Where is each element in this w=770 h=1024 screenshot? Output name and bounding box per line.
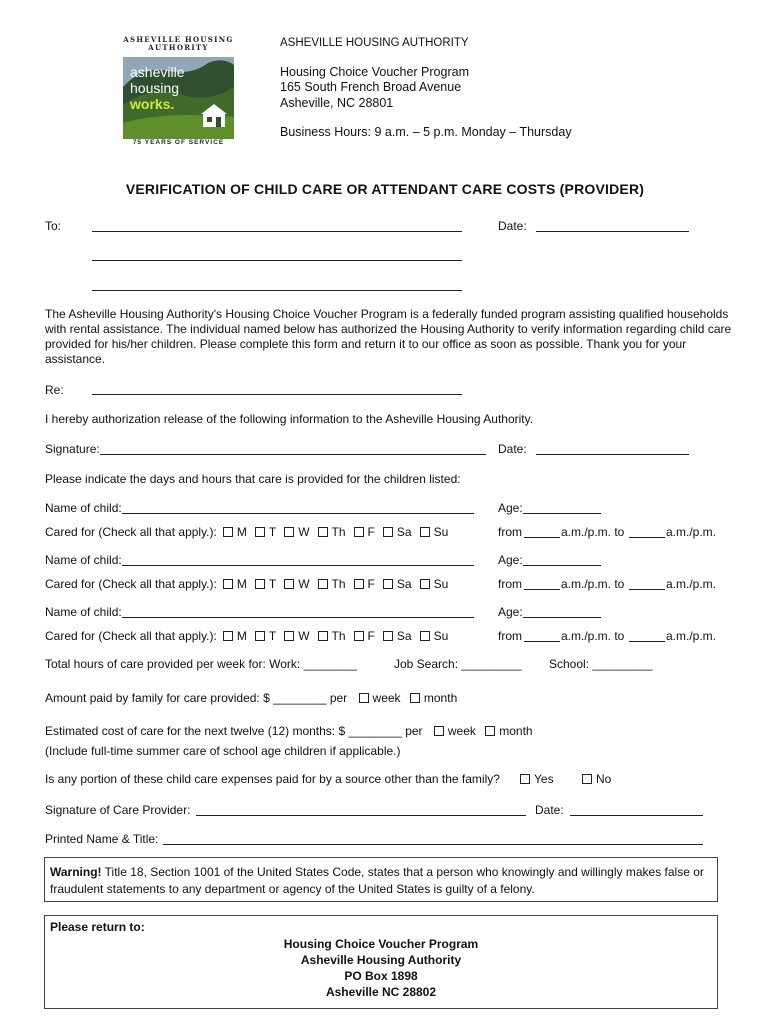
child-1-day-5-checkbox[interactable]	[383, 527, 393, 537]
child-2-name-label: Name of child:	[45, 553, 122, 567]
child-3-ampm: a.m./p.m.	[666, 629, 717, 643]
no-checkbox[interactable]	[582, 774, 592, 784]
warning-heading: Warning!	[50, 865, 102, 879]
child-3-day-4-checkbox[interactable]	[354, 631, 364, 641]
estimated-cost-row	[45, 724, 533, 738]
child-1-from-label: from	[498, 525, 522, 539]
day-label: Su	[433, 629, 449, 643]
day-label: Th	[331, 577, 346, 591]
child-2-day-3-checkbox[interactable]	[318, 579, 328, 589]
signature-date-label: Date:	[498, 442, 527, 456]
address-line1: 165 South French Broad Avenue	[280, 80, 462, 94]
date-label-top: Date:	[498, 219, 527, 233]
day-label: F	[367, 577, 375, 591]
child-1-day-3-checkbox[interactable]	[318, 527, 328, 537]
day-label: W	[298, 629, 310, 643]
logo-word-asheville: asheville	[130, 64, 185, 80]
asheville-housing-logo	[123, 33, 234, 150]
logo-word-housing: housing	[130, 80, 180, 96]
return-line3: PO Box 1898	[344, 969, 418, 983]
other-source-yes	[520, 772, 554, 786]
cared-for-label: Cared for (Check all that apply.):	[45, 629, 217, 643]
child-3-day-5-checkbox[interactable]	[383, 631, 393, 641]
cared-for-label: Cared for (Check all that apply.):	[45, 577, 217, 591]
logo-word-works: works.	[130, 96, 175, 112]
day-label: F	[367, 629, 375, 643]
to-line-2[interactable]	[92, 260, 462, 261]
child-3-age-line[interactable]	[523, 617, 601, 618]
day-label: Sa	[396, 525, 412, 539]
day-label: Th	[331, 629, 346, 643]
child-2-to-line[interactable]	[629, 589, 665, 590]
no-label: No	[596, 772, 612, 786]
org-name: ASHEVILLE HOUSING AUTHORITY	[280, 37, 469, 49]
amount-month-checkbox[interactable]	[410, 693, 420, 703]
child-2-ampm-to: a.m./p.m. to	[561, 577, 625, 591]
days-instruction: Please indicate the days and hours that care is provided for the children listed:	[45, 472, 461, 486]
re-line[interactable]	[92, 394, 462, 395]
day-label: W	[298, 525, 310, 539]
address-line2: Asheville, NC 28801	[280, 96, 394, 110]
child-1-ampm: a.m./p.m.	[666, 525, 717, 539]
child-2-ampm: a.m./p.m.	[666, 577, 717, 591]
total-hours-school: School: _________	[549, 657, 653, 671]
return-box	[44, 915, 718, 1009]
child-3-day-3-checkbox[interactable]	[318, 631, 328, 641]
child-2-cared-for-row	[45, 577, 448, 591]
to-line-3[interactable]	[92, 290, 462, 291]
child-1-ampm-to: a.m./p.m. to	[561, 525, 625, 539]
day-label: Su	[433, 577, 449, 591]
child-1-name-line[interactable]	[122, 513, 474, 514]
business-hours: Business Hours: 9 a.m. – 5 p.m. Monday – Thursday	[280, 125, 572, 139]
child-3-to-line[interactable]	[629, 641, 665, 642]
child-3-age-label: Age:	[498, 605, 523, 619]
child-3-name-label: Name of child:	[45, 605, 122, 619]
date-line-top[interactable]	[536, 231, 689, 232]
child-1-name-label: Name of child:	[45, 501, 122, 515]
child-1-age-label: Age:	[498, 501, 523, 515]
yes-label: Yes	[534, 772, 554, 786]
to-label: To:	[45, 219, 62, 233]
day-label: W	[298, 577, 310, 591]
child-3-cared-for-row	[45, 629, 448, 643]
logo-tagline: 75 YEARS OF SERVICE	[132, 139, 225, 146]
child-1-age-line[interactable]	[523, 513, 601, 514]
child-3-day-2-checkbox[interactable]	[284, 631, 294, 641]
child-2-day-4-checkbox[interactable]	[354, 579, 364, 589]
day-label: M	[236, 629, 247, 643]
child-3-from-line[interactable]	[524, 641, 560, 642]
day-label: T	[268, 629, 277, 643]
day-label: T	[268, 577, 277, 591]
child-3-day-1-checkbox[interactable]	[255, 631, 265, 641]
form-title: VERIFICATION OF CHILD CARE OR ATTENDANT CARE COSTS (PROVIDER)	[125, 181, 645, 197]
child-3-day-6-checkbox[interactable]	[420, 631, 430, 641]
signature-line[interactable]	[100, 454, 486, 455]
cared-for-label: Cared for (Check all that apply.):	[45, 525, 217, 539]
amount-paid-row	[45, 691, 457, 705]
return-line2: Asheville Housing Authority	[300, 953, 462, 967]
estimated-week-label: week	[447, 724, 476, 738]
return-label: Please return to:	[50, 920, 145, 934]
estimated-week-checkbox[interactable]	[434, 726, 444, 736]
signature-date-line[interactable]	[536, 454, 689, 455]
provider-signature-line[interactable]	[196, 815, 526, 816]
child-1-cared-for-row	[45, 525, 448, 539]
logo-top-text	[123, 33, 234, 58]
program-name: Housing Choice Voucher Program	[280, 65, 469, 79]
intro-paragraph: The Asheville Housing Authority's Housing Choice Voucher Program is a federally funded program assisting qualified households with rental assistance. The individual named below has authorized the Housing Authority to verify information regarding child care provided for his/her children. Please complete this form and return it to our office as soon as possible. Thank you for your assistance.	[45, 307, 732, 366]
day-label: T	[268, 525, 277, 539]
child-1-day-6-checkbox[interactable]	[420, 527, 430, 537]
child-2-name-line[interactable]	[122, 565, 474, 566]
day-label: M	[236, 577, 247, 591]
total-hours-work: Total hours of care provided per week for: Work: ________	[45, 657, 357, 671]
child-3-ampm-to: a.m./p.m. to	[561, 629, 625, 643]
yes-checkbox[interactable]	[520, 774, 530, 784]
return-line4: Asheville NC 28802	[325, 985, 437, 999]
day-label: F	[367, 525, 375, 539]
amount-week-checkbox[interactable]	[359, 693, 369, 703]
child-2-from-label: from	[498, 577, 522, 591]
logo-top-line2: AUTHORITY	[148, 43, 209, 52]
child-2-age-line[interactable]	[523, 565, 601, 566]
logo-mountain-art	[123, 57, 234, 139]
signature-label: Signature:	[45, 442, 100, 456]
to-line-1[interactable]	[92, 231, 462, 232]
child-2-day-6-checkbox[interactable]	[420, 579, 430, 589]
amount-paid-label: Amount paid by family for care provided: $ ________ per	[45, 691, 348, 705]
day-label: Su	[433, 525, 449, 539]
child-2-day-1-checkbox[interactable]	[255, 579, 265, 589]
child-1-from-line[interactable]	[524, 537, 560, 538]
provider-signature-label: Signature of Care Provider:	[45, 803, 191, 817]
child-2-day-2-checkbox[interactable]	[284, 579, 294, 589]
printed-name-line[interactable]	[163, 844, 703, 845]
child-1-day-2-checkbox[interactable]	[284, 527, 294, 537]
other-source-question: Is any portion of these child care expenses paid for by a source other than the family?	[45, 772, 500, 786]
return-line1: Housing Choice Voucher Program	[283, 937, 479, 951]
child-2-from-line[interactable]	[524, 589, 560, 590]
provider-date-label: Date:	[535, 803, 564, 817]
child-2-day-0-checkbox[interactable]	[223, 579, 233, 589]
day-label: Th	[331, 525, 346, 539]
child-1-day-0-checkbox[interactable]	[223, 527, 233, 537]
child-1-day-4-checkbox[interactable]	[354, 527, 364, 537]
estimated-cost-label: Estimated cost of care for the next twelve (12) months: $ ________ per	[45, 724, 423, 738]
warning-body: Title 18, Section 1001 of the United States Code, states that a person who knowingly and willingly makes false or fraudulent statements to any department or agency of the United States is guilty of a felony.	[50, 865, 704, 896]
child-1-day-1-checkbox[interactable]	[255, 527, 265, 537]
total-hours-job-search: Job Search: _________	[394, 657, 522, 671]
amount-month-label: month	[423, 691, 458, 705]
day-label: Sa	[396, 577, 412, 591]
warning-box	[44, 857, 718, 902]
warning-text	[50, 864, 710, 898]
printed-name-label: Printed Name & Title:	[45, 832, 159, 846]
estimated-month-checkbox[interactable]	[485, 726, 495, 736]
provider-date-line[interactable]	[570, 815, 703, 816]
child-3-name-line[interactable]	[122, 617, 474, 618]
child-3-from-label: from	[498, 629, 522, 643]
child-2-day-5-checkbox[interactable]	[383, 579, 393, 589]
child-1-to-line[interactable]	[629, 537, 665, 538]
estimated-cost-note: (Include full-time summer care of school age children if applicable.)	[45, 744, 401, 758]
other-source-no	[582, 772, 611, 786]
re-label: Re:	[45, 383, 64, 397]
logo-top-line1: ASHEVILLE HOUSING	[123, 35, 234, 44]
child-3-day-0-checkbox[interactable]	[223, 631, 233, 641]
amount-week-label: week	[372, 691, 401, 705]
authorization-text: I hereby authorization release of the following information to the Asheville Housing Authority.	[45, 412, 534, 426]
return-address	[45, 936, 717, 1000]
day-label: Sa	[396, 629, 412, 643]
estimated-month-label: month	[499, 724, 533, 738]
day-label: M	[236, 525, 247, 539]
child-2-age-label: Age:	[498, 553, 523, 567]
